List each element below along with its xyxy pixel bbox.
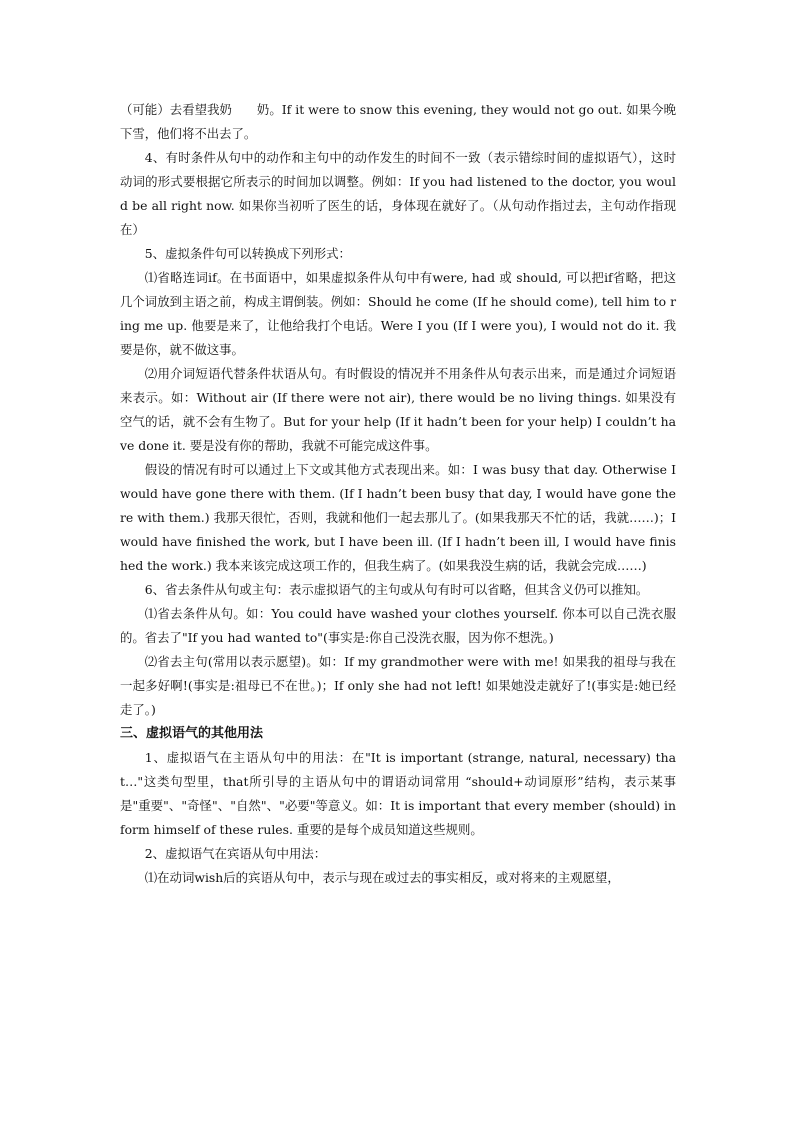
paragraph-item-5-intro: 5、虚拟条件句可以转换成下列形式： — [144, 246, 351, 261]
paragraph-context-implied: 假设的情况有时可以通过上下文或其他方式表现出来。如：I was busy that day. Otherwise I would have gone there with them. (If I hadn’t been busy that day, I would have gone there with them.) 我那天很忙，否则，我就和他们一起去那儿了。(如果我那天不忙的话，我就……)；I would have finished the work, but I have been ill. (If I hadn’t been ill, I would have finished the work.) 我本来该完成这项工作的，但我生病了。(如果我没生病的话，我就会完成……) — [120, 462, 676, 573]
section-heading: 三、虚拟语气的其他用法 — [120, 726, 264, 741]
paragraph-prepositional-phrase: ⑵用介词短语代替条件状语从句。有时假设的情况并不用条件从句表示出来，而是通过介词短语来表示。如：Without air (If there were not air), there would be no living things. 如果没有空气的话，就不会有生物了。But for your help (If it hadn’t been for your help) I couldn’t have done it. 要是没有你的帮助，我就不可能完成这件事。 — [120, 366, 676, 453]
document-page — [120, 98, 676, 890]
paragraph-item-4-mixed-time: 4、有时条件从句中的动作和主句中的动作发生的时间不一致（表示错综时间的虚拟语气），这时动词的形式要根据它所表示的时间加以调整。例如：If you had listened to the doctor, you would be all right now. 如果你当初听了医生的话，身体现在就好了。（从句动作指过去，主句动作指现在） — [120, 150, 676, 237]
paragraph-omit-condition: ⑴省去条件从句。如：You could have washed your clothes yourself. 你本可以自己洗衣服的。省去了"If you had wanted to"(事实是:你自己没洗衣服，因为你不想洗。) — [120, 606, 676, 645]
paragraph-continuation: （可能）去看望我奶 奶。If it were to snow this evening, they would not go out. 如果今晚下雪，他们将不出去了。 — [120, 102, 676, 141]
paragraph-object-clause-intro: 2、虚拟语气在宾语从句中用法： — [144, 846, 327, 861]
paragraph-omit-if: ⑴省略连词if。在书面语中，如果虚拟条件从句中有were, had 或 should, 可以把if省略，把这几个词放到主语之前，构成主谓倒装。例如：Should he come (If he should come), tell him to ring me up. 他要是来了，让他给我打个电话。Were I you (If I were you), I would not do it. 我要是你，就不做这事。 — [120, 270, 676, 357]
paragraph-omit-main-clause: ⑵省去主句(常用以表示愿望)。如：If my grandmother were with me! 如果我的祖母与我在一起多好啊!(事实是:祖母已不在世。)；If only she had not left! 如果她没走就好了!(事实是:她已经走了。) — [120, 654, 676, 717]
paragraph-subject-clause: 1、虚拟语气在主语从句中的用法：在"It is important (strange, natural, necessary) that…"这类句型里，that所引导的主语从句中的谓语动词常用 “should+动词原形”结构，表示某事是"重要"、"奇怪"、"自然"、"必要"等意义。如：It is important that every member (should) inform himself of these rules. 重要的是每个成员知道这些规则。 — [120, 750, 676, 837]
paragraph-item-6-omission: 6、省去条件从句或主句：表示虚拟语气的主句或从句有时可以省略，但其含义仍可以推知。 — [144, 582, 649, 597]
paragraph-wish-clause: ⑴在动词wish后的宾语从句中，表示与现在或过去的事实相反，或对将来的主观愿望， — [144, 870, 620, 885]
